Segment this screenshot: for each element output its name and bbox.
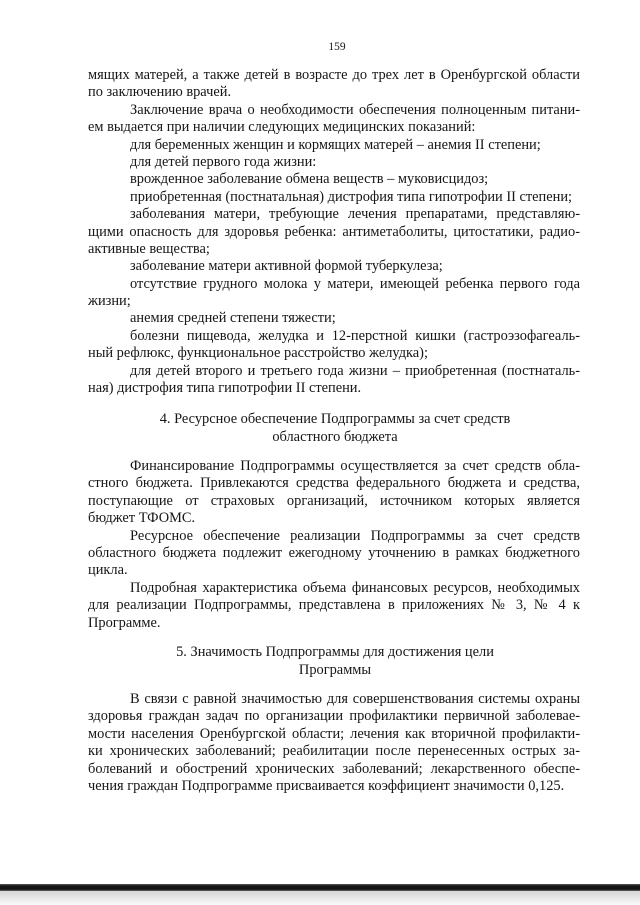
list-item bbox=[88, 310, 580, 327]
list-item bbox=[88, 189, 580, 206]
list-item bbox=[88, 137, 580, 154]
text-line: заболевания матери, требующие лечения препаратами, представляю- bbox=[130, 206, 580, 223]
text-line: для детей первого года жизни: bbox=[130, 153, 317, 170]
text-line: Заключение врача о необходимости обеспечения полноценным питани- bbox=[130, 101, 580, 118]
list-item bbox=[88, 206, 580, 258]
scan-edge-bar bbox=[0, 884, 640, 891]
section-4-body bbox=[88, 458, 580, 632]
list-item bbox=[88, 276, 580, 311]
text-line: щими опасность для здоровья ребенка: антиметаболиты, цитостатики, радио- bbox=[88, 223, 580, 240]
heading-line: областного бюджета bbox=[272, 429, 398, 445]
text-line: областного бюджета подлежит ежегодному уточнению в рамках бюджетного bbox=[88, 544, 580, 561]
text-line: Ресурсное обеспечение реализации Подпрограммы за счет средств bbox=[130, 527, 580, 544]
text-line: ем выдается при наличии следующих медицинских показаний: bbox=[88, 119, 476, 136]
text-line: мости населения Оренбургской области; лечения как вторичной профилакти- bbox=[88, 725, 580, 742]
section-5-body bbox=[88, 691, 580, 795]
list-item bbox=[88, 258, 580, 275]
text-line: ный рефлюкс, функциональное расстройство желудка); bbox=[88, 345, 428, 362]
paragraph bbox=[88, 580, 580, 632]
heading-line: 4. Ресурсное обеспечение Подпрограммы за счет средств bbox=[159, 411, 511, 427]
text-line: болеваний и обострений хронических заболеваний; лекарственного обеспе- bbox=[88, 760, 580, 777]
text-line: ная) дистрофия типа гипотрофии II степени. bbox=[88, 380, 362, 397]
list-item bbox=[88, 328, 580, 363]
text-line: анемия средней степени тяжести; bbox=[130, 310, 336, 327]
page-number: 159 bbox=[328, 41, 346, 53]
text-line: болезни пищевода, желудка и 12-перстной кишки (гастроэзофагеаль- bbox=[130, 327, 580, 344]
scan-edge-shadow bbox=[0, 891, 640, 905]
text-line: для беременных женщин и кормящих матерей – анемия II степени; bbox=[130, 136, 541, 153]
paragraph bbox=[88, 528, 580, 580]
list-item bbox=[88, 171, 580, 188]
paragraph bbox=[88, 67, 580, 102]
text-line: стного бюджета. Привлекаются средства федерального бюджета и средства, bbox=[88, 475, 580, 492]
paragraph bbox=[88, 458, 580, 528]
text-line: для детей второго и третьего года жизни – приобретенная (постнаталь- bbox=[130, 362, 580, 379]
text-line: приобретенная (постнатальная) дистрофия типа гипотрофии II степени; bbox=[130, 188, 573, 205]
text-line: заболевание матери активной формой туберкулеза; bbox=[130, 258, 443, 275]
text-line: ки хронических заболеваний; реабилитации после перенесенных острых за- bbox=[88, 743, 580, 760]
paragraph bbox=[88, 102, 580, 137]
list-item bbox=[88, 154, 580, 171]
text-line: чения граждан Подпрограмме присваивается коэффициент значимости 0,125. bbox=[88, 777, 565, 794]
text-line: Финансирование Подпрограммы осуществляется за счет средств обла- bbox=[130, 458, 580, 474]
text-line: бюджет ТФОМС. bbox=[88, 510, 196, 527]
text-line: Программе. bbox=[88, 614, 161, 631]
text-line: Подробная характеристика объема финансовых ресурсов, необходимых bbox=[130, 579, 580, 596]
section-heading-4 bbox=[88, 410, 582, 446]
text-line: отсутствие грудного молока у матери, имеющей ребенка первого года bbox=[130, 275, 580, 292]
text-line: врожденное заболевание обмена веществ – муковисцидоз; bbox=[130, 171, 489, 188]
text-line: активные вещества; bbox=[88, 240, 210, 257]
text-line: поступающие от страховых организаций, источником которых является bbox=[88, 492, 580, 509]
heading-line: Программы bbox=[298, 662, 372, 678]
text-line: жизни; bbox=[88, 293, 131, 310]
section-heading-5 bbox=[88, 643, 582, 679]
text-line: цикла. bbox=[88, 562, 128, 579]
text-line: здоровья граждан задач по организации профилактики первичной заболевае- bbox=[88, 708, 580, 725]
paragraph bbox=[88, 691, 580, 795]
section-3-continuation bbox=[88, 67, 580, 397]
text-line: для реализации Подпрограммы, представлена в приложениях № 3, № 4 к bbox=[88, 597, 580, 614]
text-line: по заключению врачей. bbox=[88, 84, 232, 101]
text-line: В связи с равной значимостью для совершенствования системы охраны bbox=[130, 691, 580, 707]
list-item bbox=[88, 363, 580, 398]
heading-line: 5. Значимость Подпрограммы для достижения цели bbox=[176, 644, 494, 660]
text-line: мящих матерей, а также детей в возрасте до трех лет в Оренбургской области bbox=[88, 67, 580, 83]
